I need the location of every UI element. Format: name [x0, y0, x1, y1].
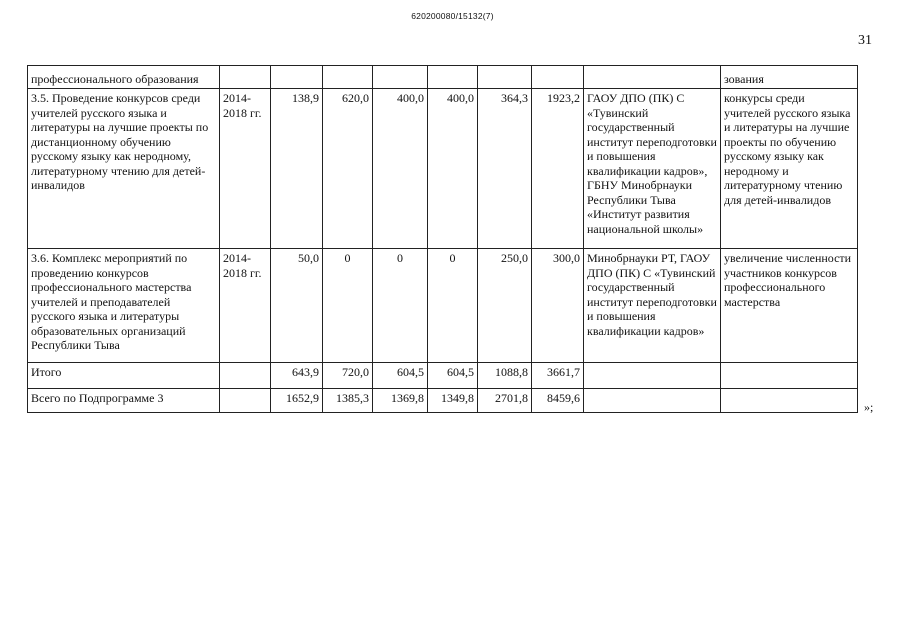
empty-cell — [721, 363, 858, 389]
grand-total-sum: 8459,6 — [532, 389, 584, 413]
empty-cell — [220, 66, 271, 89]
period: 2014-2018 гг. — [223, 251, 262, 280]
value-2014: 138,9 — [271, 89, 323, 249]
empty-cell — [428, 66, 478, 89]
itogo-label: Итого — [28, 363, 220, 389]
empty-cell — [220, 389, 271, 413]
value-2014: 50,0 — [271, 249, 323, 363]
value-total: 300,0 — [532, 249, 584, 363]
itogo-2014: 643,9 — [271, 363, 323, 389]
document-id: 620200080/15132(7) — [411, 11, 494, 21]
value-2017: 400,0 — [428, 89, 478, 249]
value-2016: 0 — [373, 249, 428, 363]
empty-cell — [271, 66, 323, 89]
grand-total-2018: 2701,8 — [478, 389, 532, 413]
grand-total-2015: 1385,3 — [323, 389, 373, 413]
empty-cell — [721, 389, 858, 413]
table-row-itogo — [28, 363, 858, 389]
closing-quote-mark: »; — [864, 400, 874, 414]
period-cell — [220, 249, 271, 363]
value-2018: 250,0 — [478, 249, 532, 363]
empty-cell — [584, 363, 721, 389]
executors-cell — [584, 89, 721, 249]
itogo-total: 3661,7 — [532, 363, 584, 389]
empty-cell — [532, 66, 584, 89]
empty-cell — [478, 66, 532, 89]
table-row-3-5 — [28, 89, 858, 249]
empty-cell — [584, 66, 721, 89]
grand-total-label: Всего по Подпрограмме 3 — [28, 389, 220, 413]
value-2017: 0 — [428, 249, 478, 363]
value-total: 1923,2 — [532, 89, 584, 249]
period: 2014-2018 гг. — [223, 91, 262, 120]
activity-name-cell — [28, 249, 220, 363]
table-row-3-6 — [28, 249, 858, 363]
activity-name: 3.5. Проведение конкурсов среди учителей русского языка и литературы на лучшие проекты по дистанционному обучению русскому языку как неродному, литературному чтению для детей-инвалидов — [31, 91, 209, 192]
period-cell — [220, 89, 271, 249]
results-cell — [721, 249, 858, 363]
table-row-continuation — [28, 66, 858, 89]
executors: Минобрнауки РТ, ГАОУ ДПО (ПК) С «Тувинский государственный институт переподготовки и повышения квалификации кадров» — [587, 251, 717, 338]
activity-name-cell — [28, 89, 220, 249]
continuation-name-cell — [28, 66, 220, 89]
empty-cell — [373, 66, 428, 89]
itogo-2017: 604,5 — [428, 363, 478, 389]
continuation-results-cell — [721, 66, 858, 89]
itogo-2018: 1088,8 — [478, 363, 532, 389]
grand-total-2017: 1349,8 — [428, 389, 478, 413]
grand-total-2014: 1652,9 — [271, 389, 323, 413]
itogo-2015: 720,0 — [323, 363, 373, 389]
itogo-2016: 604,5 — [373, 363, 428, 389]
grand-total-2016: 1369,8 — [373, 389, 428, 413]
empty-cell — [323, 66, 373, 89]
page-number: 31 — [858, 33, 872, 48]
results: увеличение численности участников конкурсов профессионального мастерства — [724, 251, 852, 309]
activity-name: 3.6. Комплекс мероприятий по проведению конкурсов профессионального мастерства учителей и преподавателей русского языка и литературы образовательных организаций Республики Тыва — [31, 251, 192, 352]
continuation-name: профессионального образования — [31, 71, 199, 86]
results: конкурсы среди учителей русского языка и литературы на лучшие проекты по обучению русскому языку как неродному и литературному чтению для детей-инвалидов — [724, 91, 851, 207]
program-table — [27, 65, 858, 413]
value-2015: 620,0 — [323, 89, 373, 249]
executors-cell — [584, 249, 721, 363]
results-cell — [721, 89, 858, 249]
empty-cell — [220, 363, 271, 389]
table-row-grand-total — [28, 389, 858, 413]
value-2018: 364,3 — [478, 89, 532, 249]
value-2015: 0 — [323, 249, 373, 363]
value-2016: 400,0 — [373, 89, 428, 249]
executors: ГАОУ ДПО (ПК) С «Тувинский государственный институт переподготовки и повышения квалификации кадров», ГБНУ Минобрнауки Республики Тыва «Институт развития национальной школы» — [587, 91, 717, 236]
empty-cell — [584, 389, 721, 413]
continuation-results: зования — [724, 71, 764, 86]
